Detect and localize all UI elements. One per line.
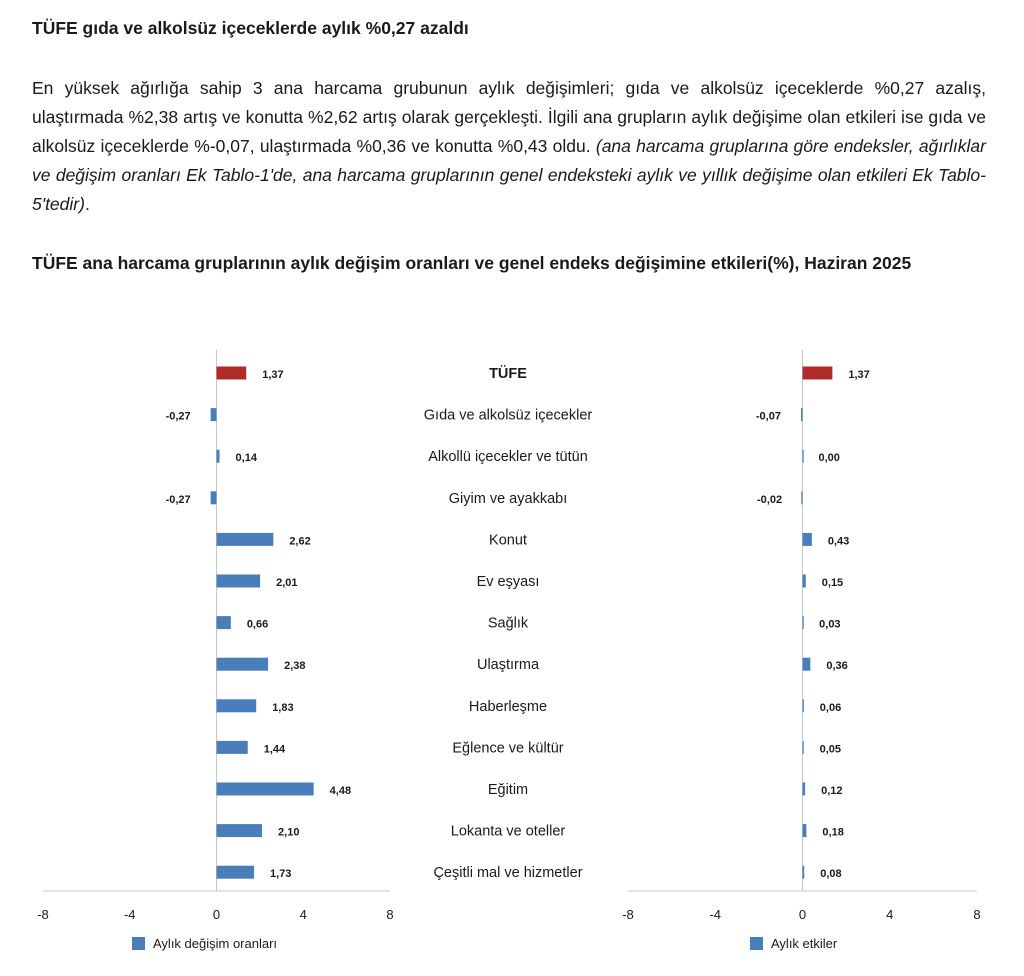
left-x-tick-label: -8 <box>37 907 49 922</box>
left-data-label: 2,62 <box>289 535 311 548</box>
right-data-label: 0,03 <box>819 618 841 631</box>
category-label: Ev eşyası <box>476 574 540 590</box>
left-data-label: 0,66 <box>246 618 269 631</box>
right-data-label: 0,05 <box>819 743 842 756</box>
left-bar <box>217 699 257 712</box>
chart-area <box>0 330 1024 970</box>
left-x-tick-label: -4 <box>123 907 136 922</box>
category-label: Konut <box>489 532 527 549</box>
left-data-label: 1,44 <box>263 743 286 756</box>
right-data-label: 0,18 <box>822 826 844 839</box>
category-label: Giyim ve ayakkabı <box>448 490 568 507</box>
category-label: Eğitim <box>487 782 529 798</box>
right-data-label: 0,12 <box>821 785 843 797</box>
table-reference-note: (ana harcama gruplarına göre endeksler, ağırlıklar ve değişim oranları Ek Tablo-1'de, ana harcama gruplarının genel endeksteki aylık ve yıllık değişime olan etkileri Ek Tablo-5'tedir) <box>32 136 986 214</box>
right-bar <box>801 491 802 504</box>
left-bar <box>217 658 269 671</box>
right-data-label: 0,08 <box>820 868 842 881</box>
right-x-tick-label: -8 <box>622 907 634 922</box>
right-data-label: 1,37 <box>848 369 870 381</box>
category-label: Ulaştırma <box>476 657 540 674</box>
category-label: Eğlence ve kültür <box>452 740 564 757</box>
right-data-label: -0,07 <box>755 410 781 423</box>
left-bar <box>217 616 231 629</box>
right-data-label: 0,15 <box>821 577 844 589</box>
left-bar <box>217 450 220 463</box>
left-bar <box>211 491 217 504</box>
category-label: Lokanta ve oteller <box>450 823 566 840</box>
left-data-label: 1,83 <box>272 701 294 714</box>
right-data-label: 0,43 <box>827 535 850 548</box>
left-data-label: 4,48 <box>329 785 352 797</box>
chart-title: TÜFE ana harcama gruplarının aylık değişim oranları ve genel endeks değişimine etkileri(%), Haziran 2025 <box>32 253 912 273</box>
left-bar <box>211 408 217 421</box>
right-data-label: 0,36 <box>826 660 848 673</box>
right-x-tick-label: 8 <box>973 907 981 922</box>
right-bar <box>803 741 804 754</box>
left-data-label: 1,73 <box>270 868 292 881</box>
right-data-label: 0,00 <box>818 452 840 465</box>
right-legend-label: Aylık etkiler <box>771 936 838 951</box>
right-bar <box>803 575 806 588</box>
category-label: Haberleşme <box>468 698 548 715</box>
left-data-label: -0,27 <box>165 410 191 423</box>
category-label: TÜFE <box>489 366 527 382</box>
left-data-label: 2,38 <box>284 660 306 673</box>
left-x-tick-label: 4 <box>299 907 307 922</box>
right-bar <box>803 824 807 837</box>
right-bar <box>803 533 812 546</box>
left-bar <box>217 783 314 796</box>
category-label: Çeşitli mal ve hizmetler <box>433 865 583 882</box>
page-heading: TÜFE gıda ve alkolsüz içeceklerde aylık %0,27 azaldı <box>32 18 469 38</box>
left-bar <box>217 741 248 754</box>
right-bar <box>803 658 811 671</box>
right-x-tick-label: 4 <box>886 907 894 922</box>
summary-paragraph <box>32 74 986 219</box>
right-x-tick-label: 0 <box>798 907 807 922</box>
right-data-label: 0,06 <box>819 701 842 714</box>
left-data-label: 0,14 <box>235 452 257 465</box>
left-x-tick-label: 8 <box>386 907 394 922</box>
right-bar <box>803 699 804 712</box>
left-bar <box>217 575 261 588</box>
left-legend-label: Aylık değişim oranları <box>153 936 278 951</box>
summary-closing: . <box>84 194 90 214</box>
category-label: Gıda ve alkolsüz içecekler <box>423 407 593 424</box>
summary-text: En yüksek ağırlığa sahip 3 ana harcama grubunun aylık değişimleri; gıda ve alkolsüz içeceklerde %0,27 azalış, ulaştırmada %2,38 artış ve konutta %2,62 artış olarak gerçekleşti. İlgili ana grupların aylık değişime olan etkileri ise gıda ve alkolsüz içeceklerde %-0,07, ulaştırmada %0,36 ve konutta %0,43 oldu. <box>32 78 986 156</box>
left-data-label: 2,10 <box>278 826 300 839</box>
right-data-label: -0,02 <box>756 493 783 506</box>
right-bar <box>801 408 803 421</box>
left-legend-swatch <box>132 937 145 950</box>
left-bar <box>217 824 263 837</box>
right-bar <box>803 450 804 463</box>
category-label: Sağlık <box>487 615 529 632</box>
left-data-label: 1,37 <box>262 369 284 381</box>
category-label: Alkollü içecekler ve tütün <box>428 449 588 466</box>
left-bar <box>217 367 247 380</box>
left-bar <box>217 533 274 546</box>
right-bar <box>803 783 806 796</box>
left-data-label: 2,01 <box>276 577 298 589</box>
left-x-tick-label: 0 <box>212 907 221 922</box>
right-bar <box>803 616 804 629</box>
left-bar <box>217 866 255 879</box>
right-x-tick-label: -4 <box>709 907 722 922</box>
right-bar <box>803 866 805 879</box>
right-bar <box>803 367 833 380</box>
right-legend-swatch <box>750 937 763 950</box>
left-data-label: -0,27 <box>165 493 191 506</box>
